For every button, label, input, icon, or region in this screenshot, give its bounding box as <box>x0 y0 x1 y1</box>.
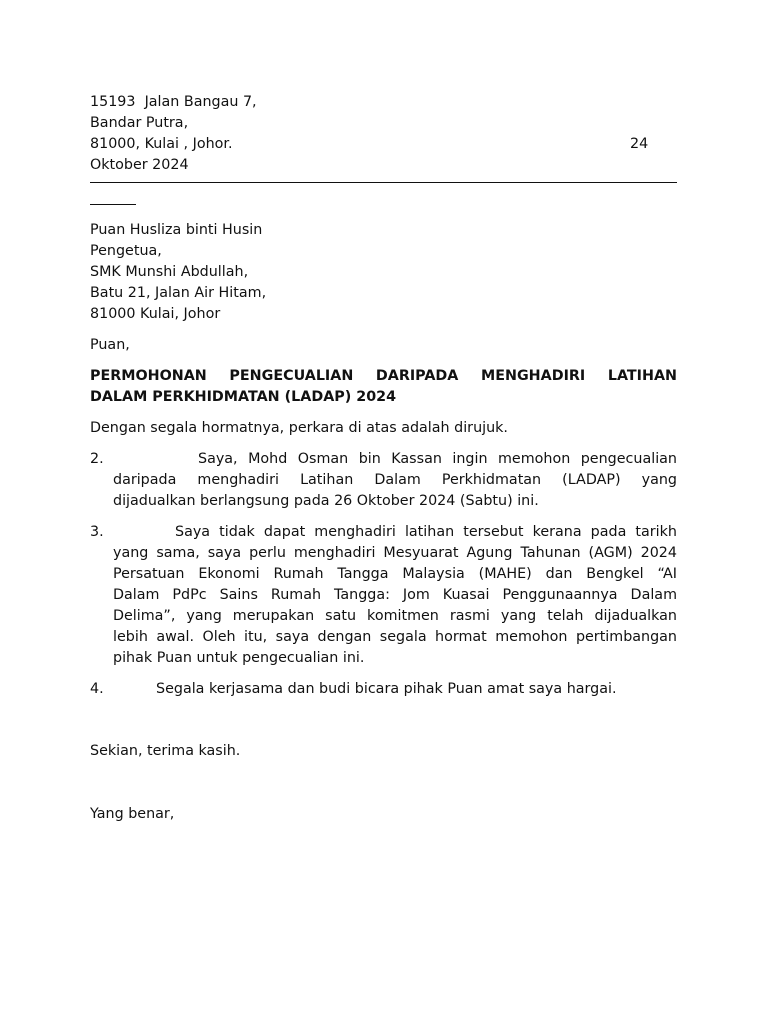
salutation: Puan, <box>90 337 130 353</box>
paragraph-line: pihak Puan untuk pengecualian ini. <box>113 650 365 666</box>
paragraph-line: dijadualkan berlangsung pada 26 Oktober 2024 (Sabtu) ini. <box>113 493 539 509</box>
sender-address-line-2: Bandar Putra, <box>90 115 189 131</box>
letter-date-day: 24 <box>630 136 649 152</box>
recipient-street: Batu 21, Jalan Air Hitam, <box>90 285 267 301</box>
paragraph-line: Persatuan Ekonomi Rumah Tangga Malaysia (MAHE) dan Bengkel “AI <box>113 566 677 582</box>
recipient-address <box>90 220 677 325</box>
recipient-name: Puan Husliza binti Husin <box>90 222 263 238</box>
subject-line-1: PERMOHONAN PENGECUALIAN DARIPADA MENGHADIRI LATIHAN <box>90 368 677 384</box>
paragraph-number: 4. <box>90 681 104 697</box>
sender-address-line-3: 81000, Kulai , Johor. <box>90 136 233 152</box>
intro-sentence: Dengan segala hormatnya, perkara di atas adalah dirujuk. <box>90 420 508 436</box>
paragraph-4 <box>90 679 677 700</box>
paragraph-2 <box>90 449 677 512</box>
recipient-city: 81000 Kulai, Johor <box>90 306 221 322</box>
paragraph-line: Delima”, yang merupakan satu komitmen rasmi yang telah dijadualkan <box>113 608 677 624</box>
paragraph-line: daripada menghadiri Latihan Dalam Perkhidmatan (LADAP) yang <box>113 472 677 488</box>
recipient-school: SMK Munshi Abdullah, <box>90 264 249 280</box>
sender-address-line-1: 15193 Jalan Bangau 7, <box>90 94 257 110</box>
separator-line <box>90 182 677 183</box>
paragraph-number: 2. <box>90 451 104 467</box>
paragraph-line: Saya, Mohd Osman bin Kassan ingin memohon pengecualian <box>198 451 677 467</box>
paragraph-line: Segala kerjasama dan budi bicara pihak Puan amat saya hargai. <box>156 681 617 697</box>
paragraph-line: yang sama, saya perlu menghadiri Mesyuarat Agung Tahunan (AGM) 2024 <box>113 545 677 561</box>
paragraph-number: 3. <box>90 524 104 540</box>
paragraph-3 <box>90 522 677 669</box>
paragraph-line: Saya tidak dapat menghadiri latihan tersebut kerana pada tarikh <box>175 524 677 540</box>
paragraph-line: Dalam PdPc Sains Rumah Tangga: Jom Kuasai Penggunaannya Dalam <box>113 587 677 603</box>
closing-line: Sekian, terima kasih. <box>90 743 241 759</box>
sender-address-date-row <box>90 134 677 155</box>
recipient-title: Pengetua, <box>90 243 162 259</box>
subject-line-2: DALAM PERKHIDMATAN (LADAP) 2024 <box>90 389 397 405</box>
signoff-line: Yang benar, <box>90 806 175 822</box>
paragraph-line: lebih awal. Oleh itu, saya dengan segala hormat memohon pertimbangan <box>113 629 677 645</box>
letter-date-month-year: Oktober 2024 <box>90 157 189 173</box>
sender-address <box>90 92 677 176</box>
letter-body <box>90 92 677 825</box>
separator-line-tail <box>90 204 136 205</box>
letter-subject <box>90 366 677 408</box>
